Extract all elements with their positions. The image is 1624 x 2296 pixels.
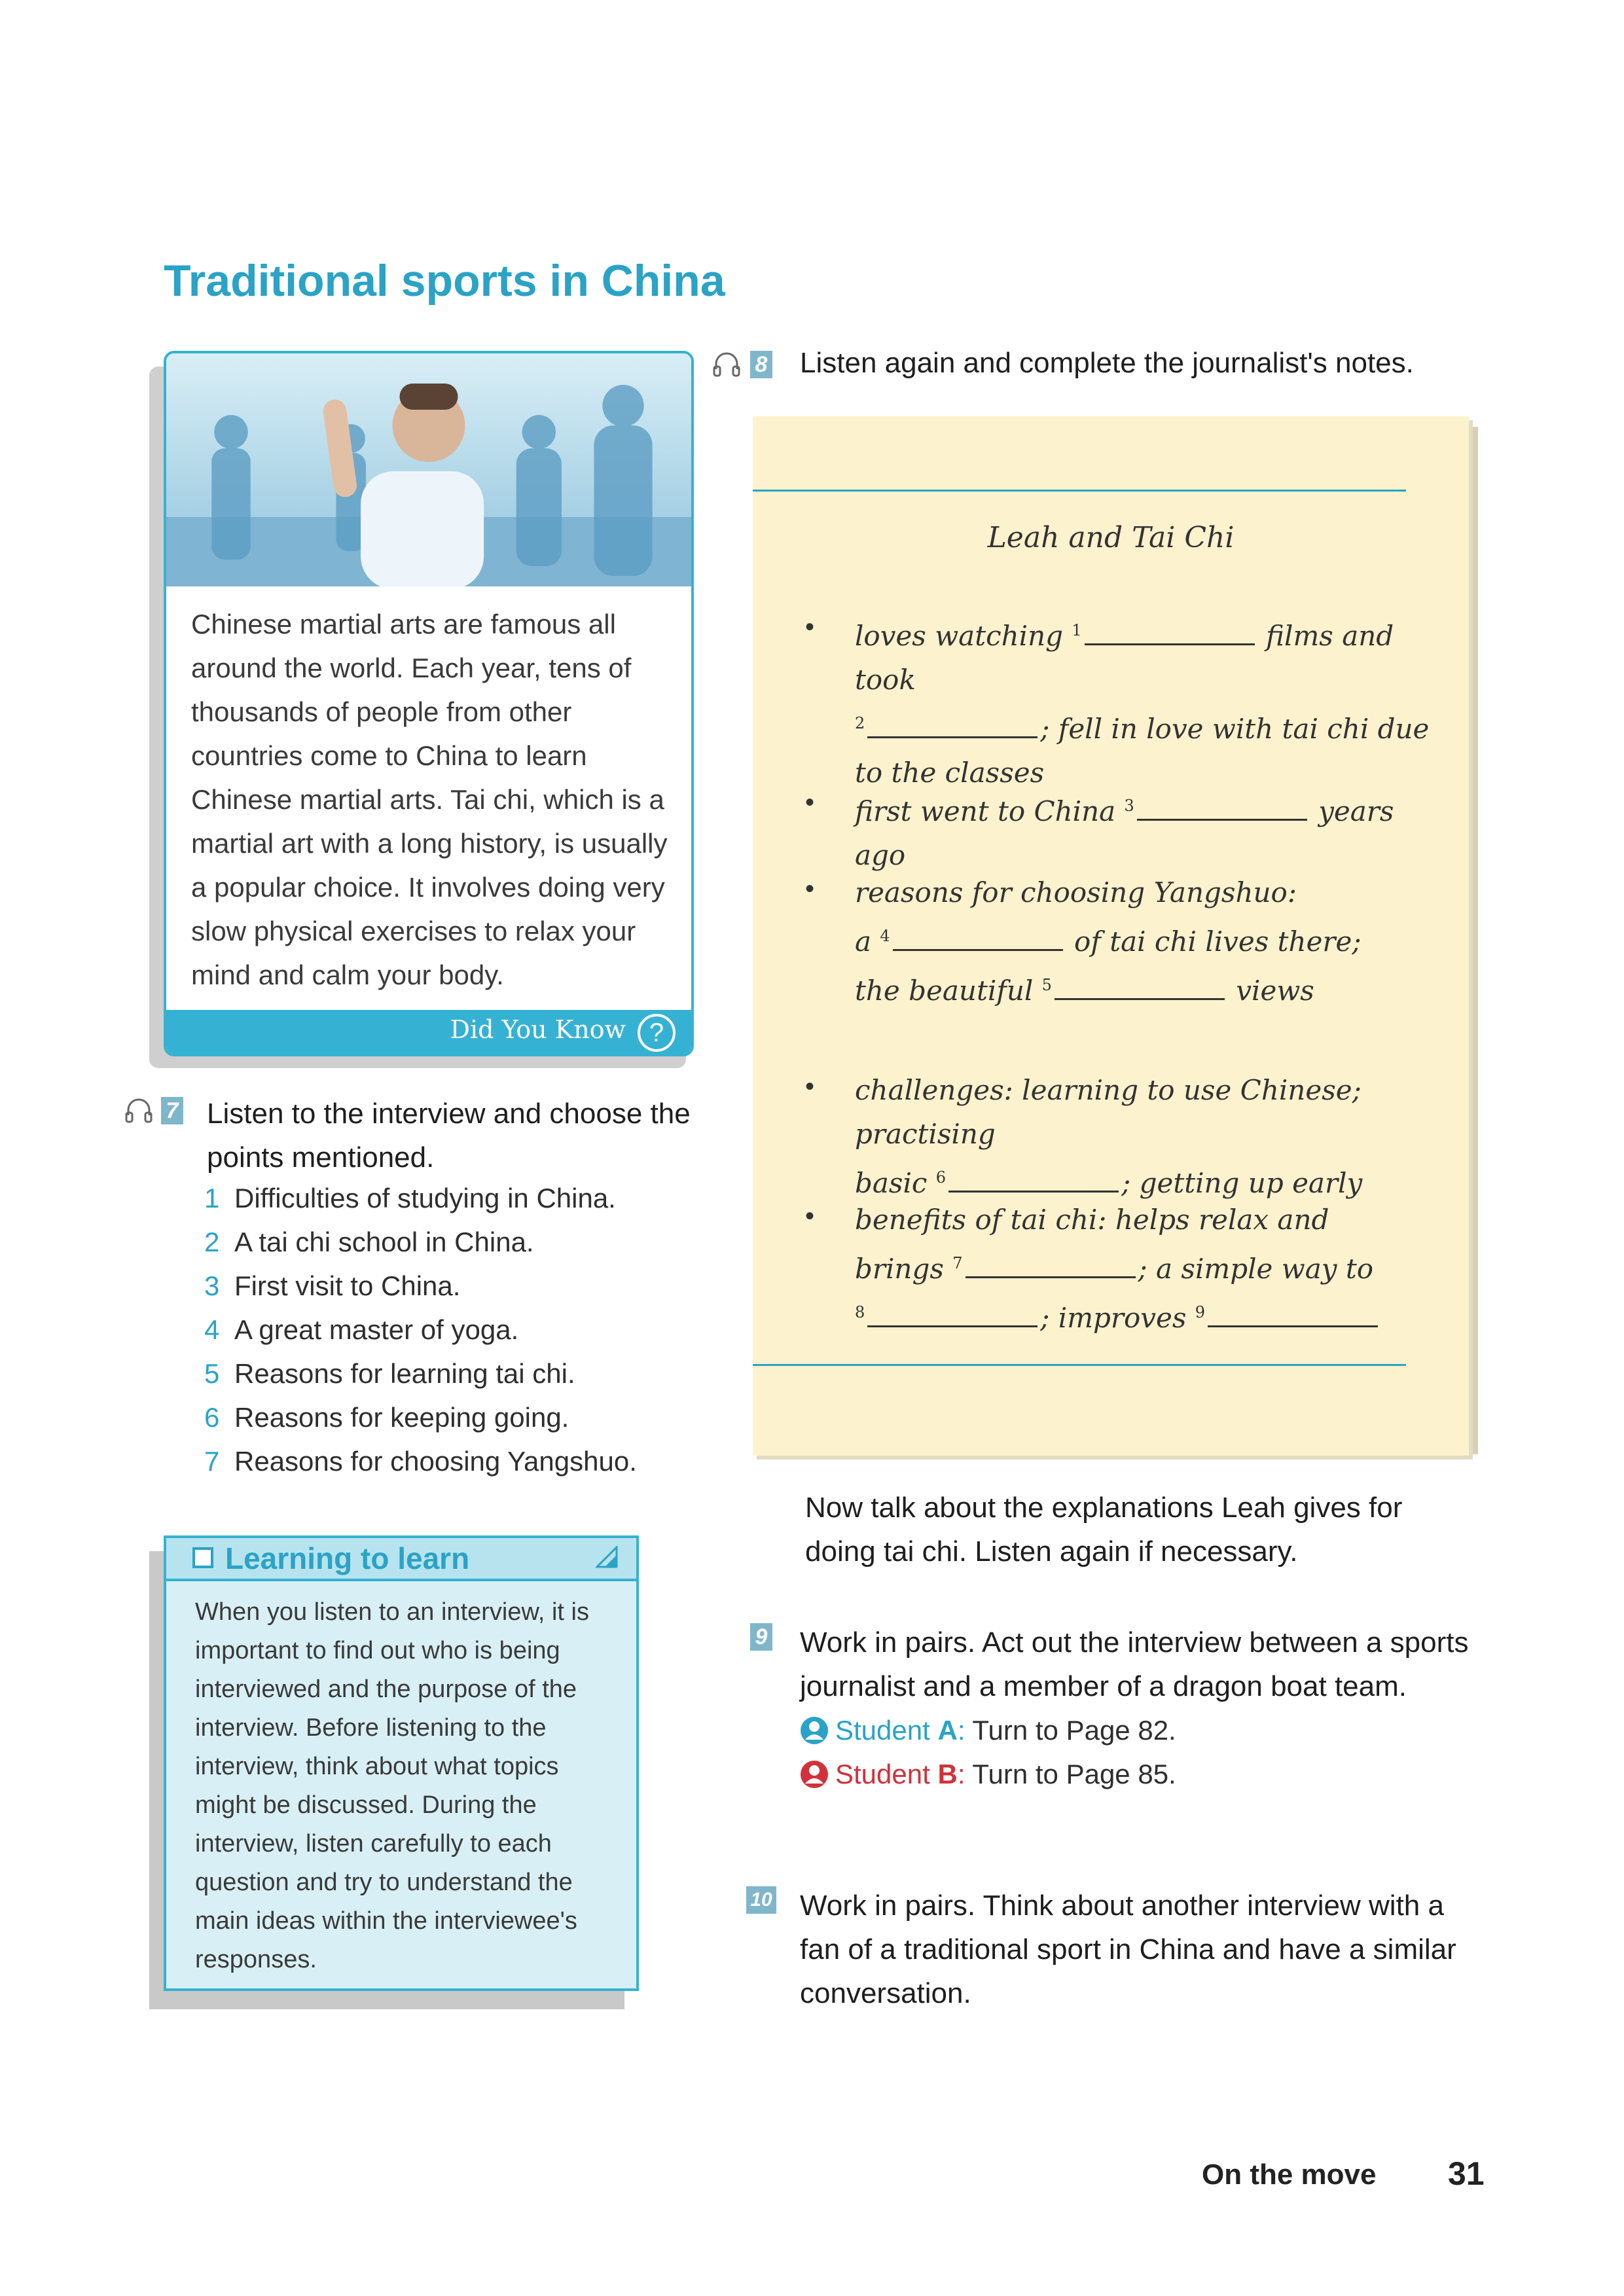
- bullet: •: [805, 613, 815, 641]
- headphones-icon: [124, 1096, 153, 1124]
- exercise-10-number: 10: [746, 1886, 776, 1914]
- journalist-notes-card: [753, 416, 1469, 1456]
- footer-section-title: On the move: [1202, 2159, 1377, 2191]
- exercise-8-instruction: Listen again and complete the journalist's notes.: [800, 347, 1414, 379]
- learning-to-learn-text: When you listen to an interview, it is important to find out who is being interviewed and the purpose of the interview. Before listening to the interview, think about what topics might be discussed. During the interview, listen carefully to each question and try to understand the main ideas within the interviewee's responses.: [195, 1598, 589, 1973]
- note-item: benefits of tai chi: helps relax and brings $^7$ ; a simple way to $^8$ ; improves $^9$: [855, 1198, 1444, 1340]
- student-a-line: Student A: Turn to Page 82.: [800, 1708, 1481, 1752]
- list-item[interactable]: 4 A great master of yoga.: [204, 1314, 519, 1345]
- list-item[interactable]: 6 Reasons for keeping going.: [204, 1402, 569, 1433]
- notes-bottom-rule: [753, 1364, 1406, 1366]
- student-b-line: Student B: Turn to Page 85.: [800, 1752, 1481, 1796]
- exercise-9-number: 9: [750, 1623, 772, 1651]
- question-mark-icon: ?: [638, 1014, 676, 1052]
- exercise-7-instruction: Listen to the interview and choose the points mentioned.: [207, 1098, 691, 1174]
- talk-instruction: Now talk about the explanations Leah gives for doing tai chi. Listen again if necessary.: [805, 1492, 1403, 1568]
- learning-to-learn-header: [166, 1538, 636, 1581]
- did-you-know-text: Chinese martial arts are famous all around the world. Each year, tens of thousands of people from other countries come to China to learn Chinese martial arts. Tai chi, which is a martial art with a long history, is usually a popular choice. It involves doing very slow physical exercises to relax your mind and calm your body.: [191, 609, 668, 990]
- checkbox-icon: [192, 1547, 213, 1568]
- blank-6[interactable]: [948, 1167, 1119, 1193]
- exercise-7-number: 7: [161, 1097, 183, 1124]
- note-item: first went to China $^3$ years ago: [855, 795, 1394, 871]
- note-item: challenges: learning to use Chinese; practising basic $^6$ ; getting up early: [855, 1074, 1363, 1199]
- exercise-7-list: [204, 1176, 637, 1483]
- exercise-9-text: Work in pairs. Act out the interview between a sports journalist and a member of a dragon boat team.: [800, 1626, 1469, 1702]
- list-item[interactable]: 3 First visit to China.: [204, 1270, 461, 1301]
- notes-heading: Leah and Tai Chi: [987, 521, 1235, 554]
- list-item[interactable]: 7 Reasons for choosing Yangshuo.: [204, 1446, 637, 1477]
- bullet: •: [805, 788, 815, 817]
- learning-to-learn-title: Learning to learn: [225, 1541, 470, 1575]
- bullet: •: [805, 1202, 815, 1230]
- page-number: 31: [1448, 2155, 1485, 2192]
- tai-chi-photo: [166, 353, 691, 586]
- learning-to-learn-box: [164, 1535, 639, 1991]
- student-b-icon: [800, 1760, 829, 1789]
- blank-5[interactable]: [1055, 975, 1225, 1000]
- note-item: reasons for choosing Yangshuo: a $^4$ of tai chi lives there; the beautiful $^5$ views: [855, 876, 1362, 1007]
- bullet: •: [805, 1072, 815, 1101]
- blank-7[interactable]: [965, 1253, 1136, 1278]
- blank-4[interactable]: [893, 925, 1063, 951]
- list-item[interactable]: 1 Difficulties of studying in China.: [204, 1183, 616, 1213]
- notes-top-rule: [753, 490, 1406, 492]
- blank-3[interactable]: [1137, 795, 1307, 821]
- student-a-icon: [800, 1716, 829, 1745]
- bullet: •: [805, 874, 815, 903]
- exercise-8-number: 8: [750, 351, 772, 378]
- list-item[interactable]: 5 Reasons for learning tai chi.: [204, 1358, 575, 1389]
- blank-2[interactable]: [867, 713, 1038, 738]
- did-you-know-box: [164, 351, 694, 1056]
- page-title: Traditional sports in China: [164, 256, 725, 306]
- note-item: loves watching $^1$ films and took $^2$ ; fell in love with tai chi due to the classes: [855, 620, 1430, 789]
- exercise-9-instruction: [800, 1621, 1481, 1796]
- exercise-10-instruction: Work in pairs. Think about another interview with a fan of a traditional sport in China and have a similar conversation.: [800, 1890, 1456, 2009]
- blank-8[interactable]: [867, 1302, 1038, 1327]
- list-item[interactable]: 2 A tai chi school in China.: [204, 1227, 534, 1257]
- blank-1[interactable]: [1085, 620, 1255, 645]
- did-you-know-label: Did You Know: [450, 1015, 626, 1044]
- did-you-know-footer: [166, 1010, 691, 1056]
- corner-triangle-icon: [596, 1546, 618, 1568]
- blank-9[interactable]: [1208, 1302, 1378, 1327]
- headphones-icon: [712, 350, 741, 378]
